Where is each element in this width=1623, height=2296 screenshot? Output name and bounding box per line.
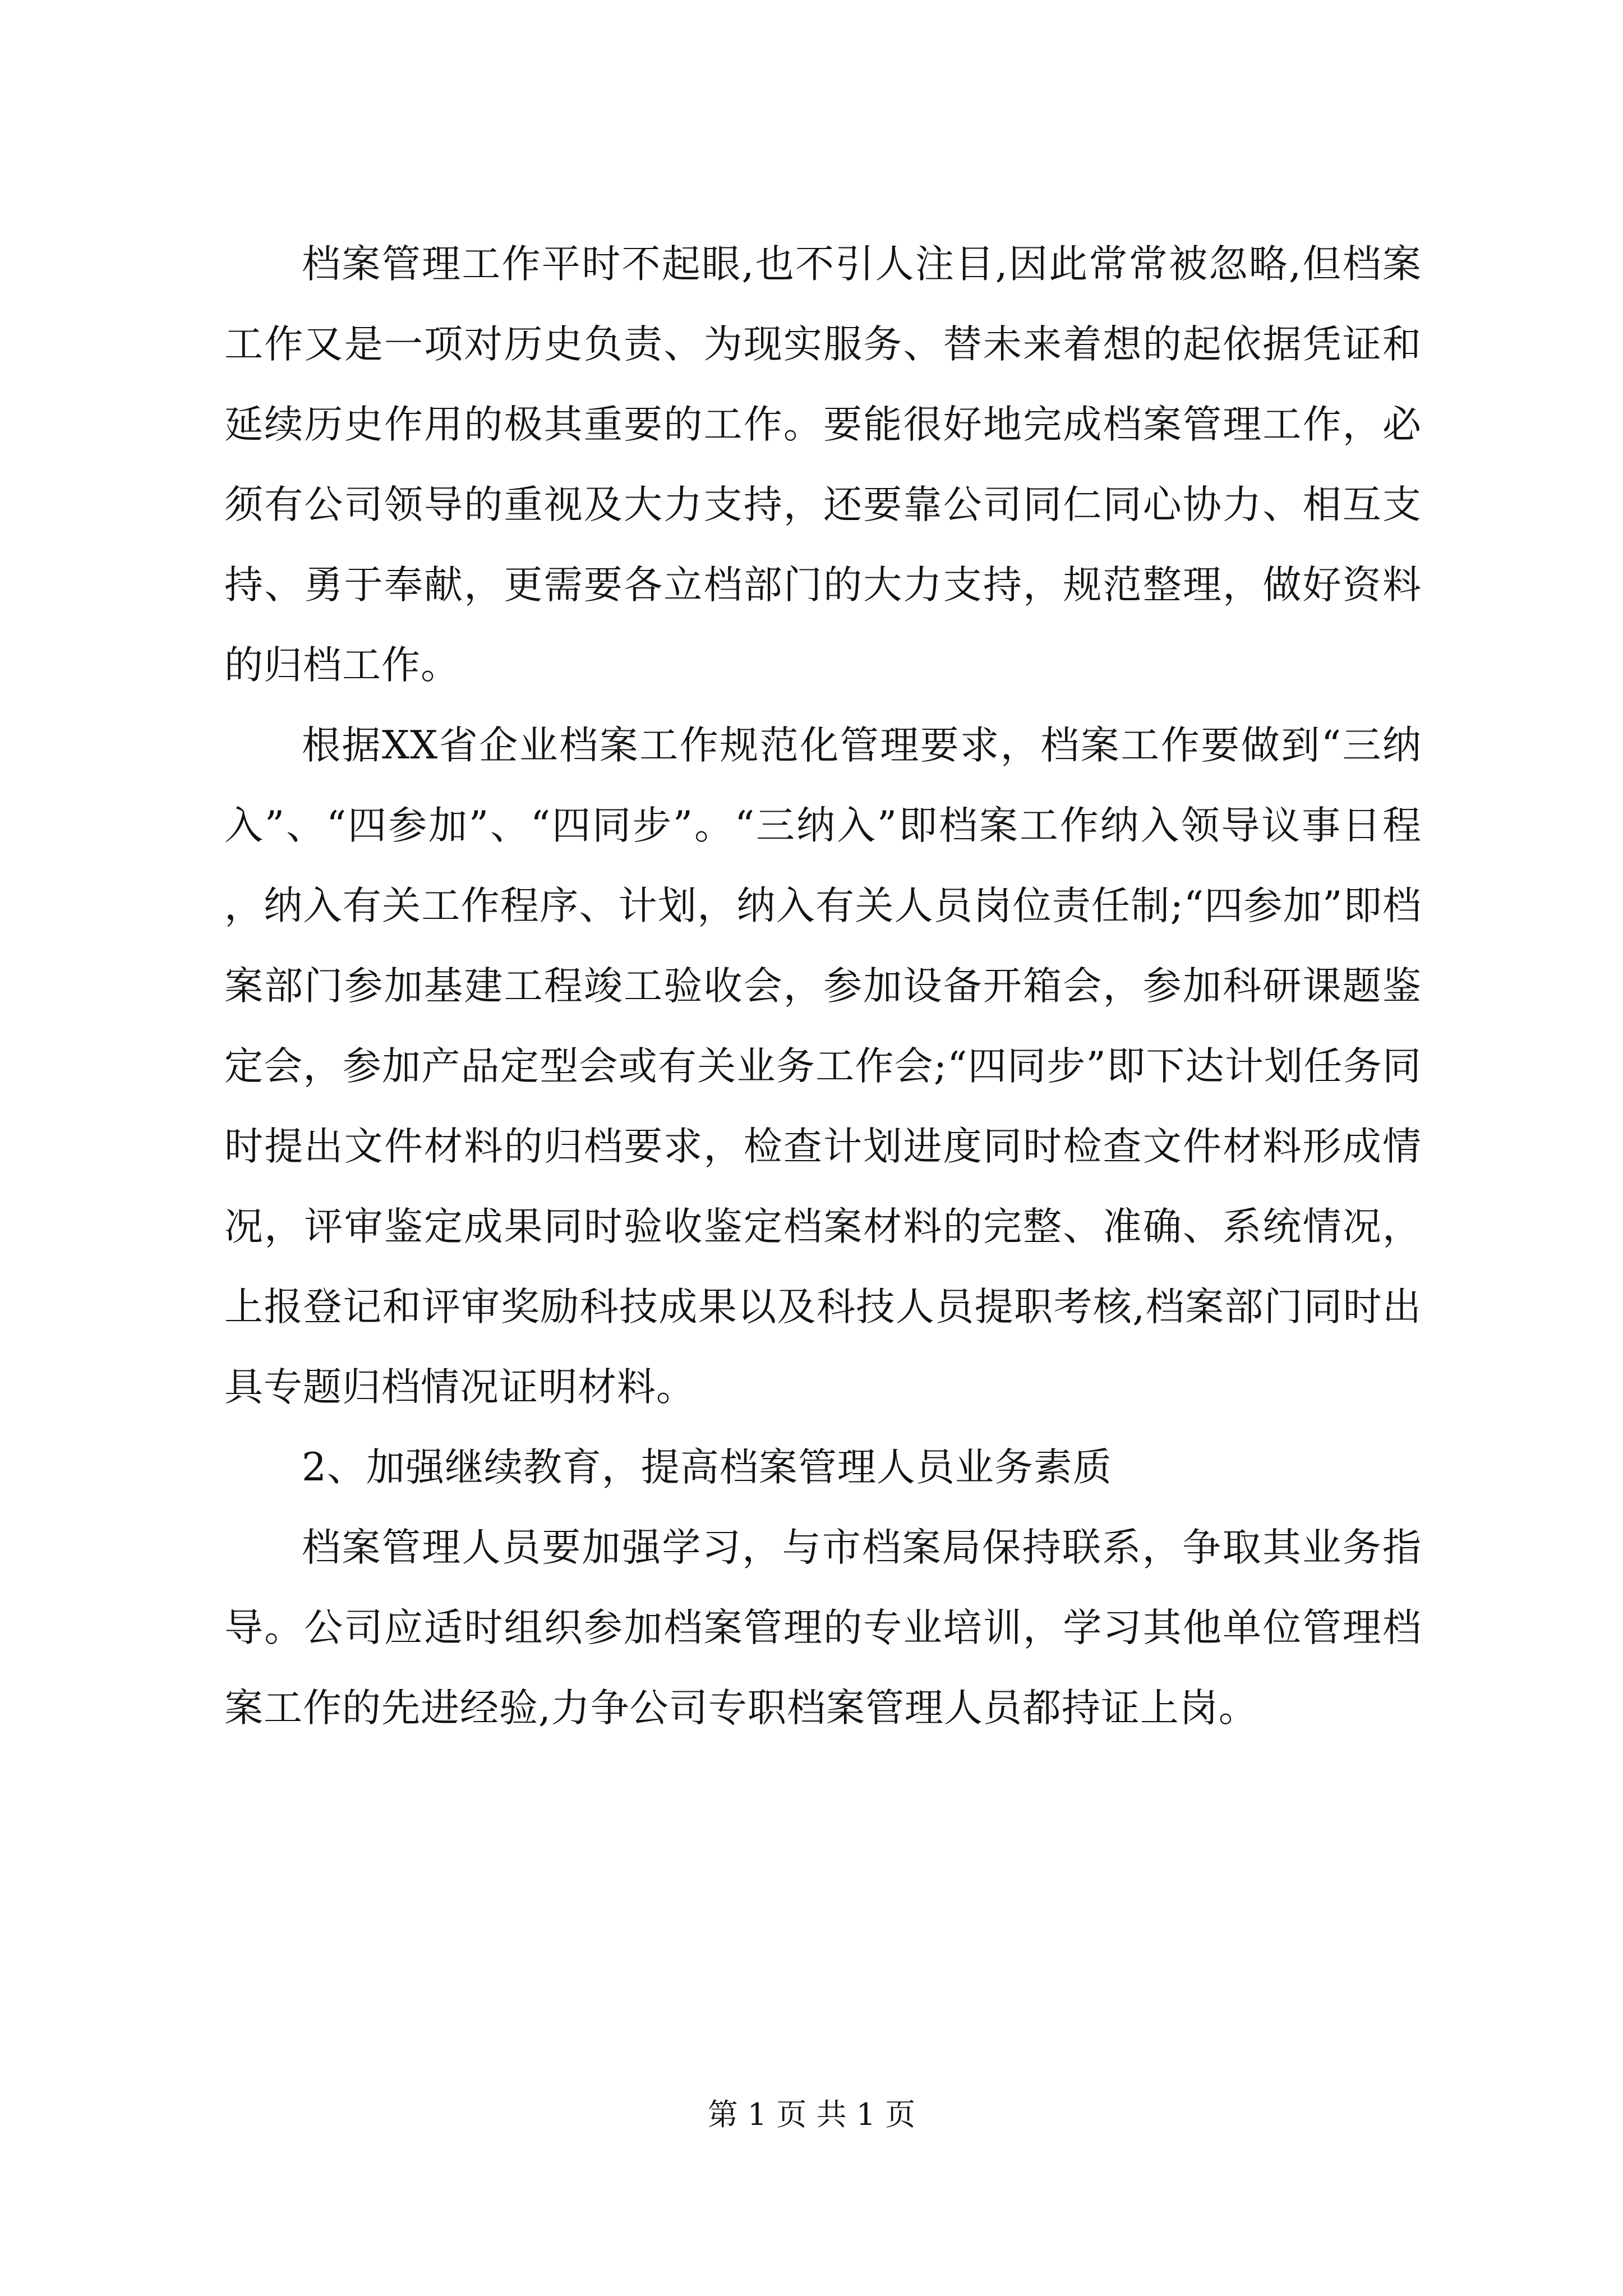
- paragraph-archive-importance: 档案管理工作平时不起眼,也不引人注目,因此常常被忽略,但档案工作又是一项对历史负责、为现实服务、替未来着想的起依据凭证和延续历史作用的极其重要的工作。要能很好地完成档案管理工作，必须有公司领导的重视及大力支持，还要靠公司同仁同心协力、相互支持、勇于奉献，更需要各立档部门的大力支持，规范整理，做好资料的归档工作。: [224, 242, 1422, 688]
- document-body: [224, 224, 1422, 1749]
- page-number-footer: 第 1 页 共 1 页: [707, 2097, 916, 2132]
- section-heading-continuing-education: 2、加强继续教育，提高档案管理人员业务素质: [302, 1445, 1112, 1490]
- paragraph-staff-training: 档案管理人员要加强学习，与市档案局保持联系，争取其业务指导。公司应适时组织参加档案管理的专业培训，学习其他单位管理档案工作的先进经验,力争公司专职档案管理人员都持证上岗。: [224, 1525, 1422, 1731]
- paragraph-standardization-requirements: 根据XX省企业档案工作规范化管理要求，档案工作要做到“三纳入”、“四参加”、“四同步”。“三纳入”即档案工作纳入领导议事日程，纳入有关工作程序、计划，纳入有关人员岗位责任制;“四参加”即档案部门参加基建工程竣工验收会，参加设备开箱会，参加科研课题鉴定会，参加产品定型会或有关业务工作会;“四同步”即下达计划任务同时提出文件材料的归档要求，检查计划进度同时检查文件材料形成情况，评审鉴定成果同时验收鉴定档案材料的完整、准确、系统情况，上报登记和评审奖励科技成果以及科技人员提职考核,档案部门同时出具专题归档情况证明材料。: [224, 723, 1422, 1410]
